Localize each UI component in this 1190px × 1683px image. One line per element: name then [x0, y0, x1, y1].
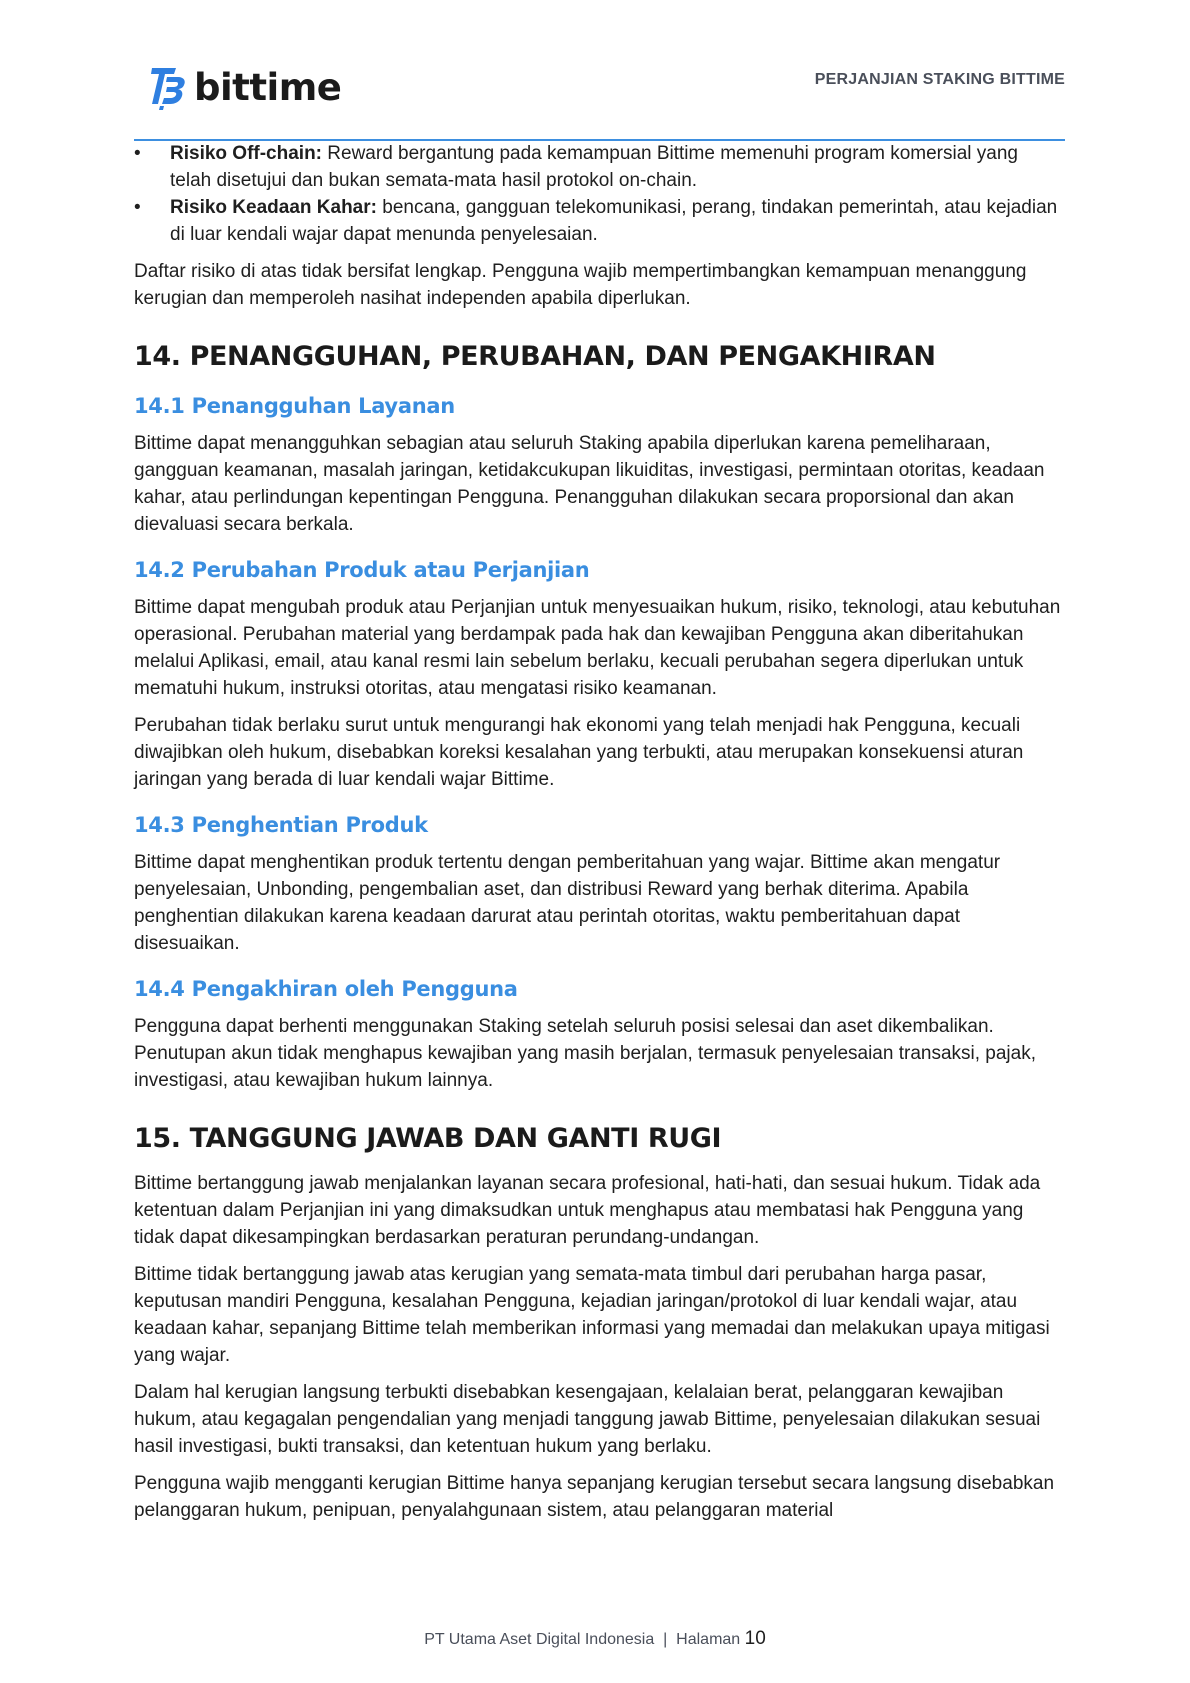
list-item — [134, 140, 1064, 194]
section-14-1-heading: 14.1 Penangguhan Layanan — [134, 394, 455, 418]
list-item — [134, 194, 1064, 248]
section-14-4-heading: 14.4 Pengakhiran oleh Pengguna — [134, 977, 518, 1001]
page-footer — [0, 1628, 1190, 1650]
paragraph: Bittime dapat menghentikan produk tertentu dengan pemberitahuan yang wajar. Bittime akan mengatur penyelesaian, Unbonding, pengembalian aset, dan distribusi Reward yang berhak diterima. Apabila penghentian dilakukan karena keadaan darurat atau perintah otoritas, waktu pemberitahuan dapat disesuaikan. — [134, 852, 1001, 954]
page-content — [134, 140, 1064, 1534]
risk-list — [134, 140, 1064, 248]
risk-text: bencana, gangguan telekomunikasi, perang, tindakan pemerintah, atau kejadian di luar kendali wajar dapat menunda penyelesaian. — [170, 197, 1058, 245]
document-title: PERJANJIAN STAKING BITTIME — [814, 71, 1065, 88]
bullet-icon: • — [134, 197, 141, 218]
paragraph: Pengguna dapat berhenti menggunakan Staking setelah seluruh posisi selesai dan aset dikembalikan. Penutupan akun tidak menghapus kewajiban yang masih berjalan, termasuk penyelesaian transaksi, pajak, investigasi, atau kewajiban hukum lainnya. — [134, 1016, 1036, 1091]
risk-term: Risiko Keadaan Kahar: — [170, 197, 377, 218]
risk-term: Risiko Off-chain: — [170, 143, 323, 164]
paragraph: Bittime dapat menangguhkan sebagian atau seluruh Staking apabila diperlukan karena pemeliharaan, gangguan keamanan, masalah jaringan, ketidakcukupan likuiditas, investigasi, permintaan otoritas, keadaan kahar, atau perlindungan kepentingan Pengguna. Penangguhan dilakukan secara proporsional dan akan dievaluasi secara berkala. — [134, 433, 1045, 535]
footer-page-label: Halaman — [676, 1631, 741, 1648]
risk-text: Reward bergantung pada kemampuan Bittime memenuhi program komersial yang telah disetujui dan bukan semata-mata hasil protokol on-chain. — [170, 143, 1018, 191]
footer-separator: | — [663, 1631, 668, 1648]
bittime-logo-icon — [150, 64, 186, 110]
paragraph: Bittime tidak bertanggung jawab atas kerugian yang semata-mata timbul dari perubahan harga pasar, keputusan mandiri Pengguna, kesalahan Pengguna, kejadian jaringan/protokol di luar kendali wajar, atau keadaan kahar, sepanjang Bittime telah memberikan informasi yang memadai dan melakukan upaya mitigasi yang wajar. — [134, 1264, 1050, 1366]
bullet-icon: • — [134, 143, 141, 164]
section-15-heading: 15. TANGGUNG JAWAB DAN GANTI RUGI — [134, 1123, 722, 1154]
page-header — [0, 0, 1190, 140]
paragraph: Bittime dapat mengubah produk atau Perjanjian untuk menyesuaikan hukum, risiko, teknologi, atau kebutuhan operasional. Perubahan material yang berdampak pada hak dan kewajiban Pengguna akan diberitahukan melalui Aplikasi, email, atau kanal resmi lain sebelum berlaku, kecuali perubahan segera diperlukan untuk mematuhi hukum, instruksi otoritas, atau mengatasi risiko keamanan. — [134, 597, 1061, 699]
section-14-3-heading: 14.3 Penghentian Produk — [134, 813, 428, 837]
page-number: 10 — [744, 1628, 766, 1649]
paragraph: Pengguna wajib mengganti kerugian Bittime hanya sepanjang kerugian tersebut secara langsung disebabkan pelanggaran hukum, penipuan, penyalahgunaan sistem, atau pelanggaran material — [134, 1473, 1055, 1521]
footer-company: PT Utama Aset Digital Indonesia — [424, 1631, 655, 1648]
section-14-2-heading: 14.2 Perubahan Produk atau Perjanjian — [134, 558, 590, 582]
section-14-heading: 14. PENANGGUHAN, PERUBAHAN, DAN PENGAKHIRAN — [134, 341, 936, 372]
bittime-logo — [150, 64, 341, 110]
risk-disclaimer: Daftar risiko di atas tidak bersifat lengkap. Pengguna wajib mempertimbangkan kemampuan menanggung kerugian dan memperoleh nasihat independen apabila diperlukan. — [134, 261, 1027, 309]
paragraph: Bittime bertanggung jawab menjalankan layanan secara profesional, hati-hati, dan sesuai hukum. Tidak ada ketentuan dalam Perjanjian ini yang dimaksudkan untuk menghapus atau membatasi hak Pengguna yang tidak dapat dikesampingkan berdasarkan peraturan perundang-undangan. — [134, 1173, 1041, 1248]
paragraph: Perubahan tidak berlaku surut untuk mengurangi hak ekonomi yang telah menjadi hak Pengguna, kecuali diwajibkan oleh hukum, disebabkan koreksi kesalahan yang terbukti, atau merupakan konsekuensi aturan jaringan yang berada di luar kendali wajar Bittime. — [134, 715, 1024, 790]
paragraph: Dalam hal kerugian langsung terbukti disebabkan kesengajaan, kelalaian berat, pelanggaran kewajiban hukum, atau kegagalan pengendalian yang menjadi tanggung jawab Bittime, penyelesaian dilakukan sesuai hasil investigasi, bukti transaksi, dan ketentuan hukum yang berlaku. — [134, 1382, 1041, 1457]
logo-wordmark: bittime — [194, 65, 342, 109]
